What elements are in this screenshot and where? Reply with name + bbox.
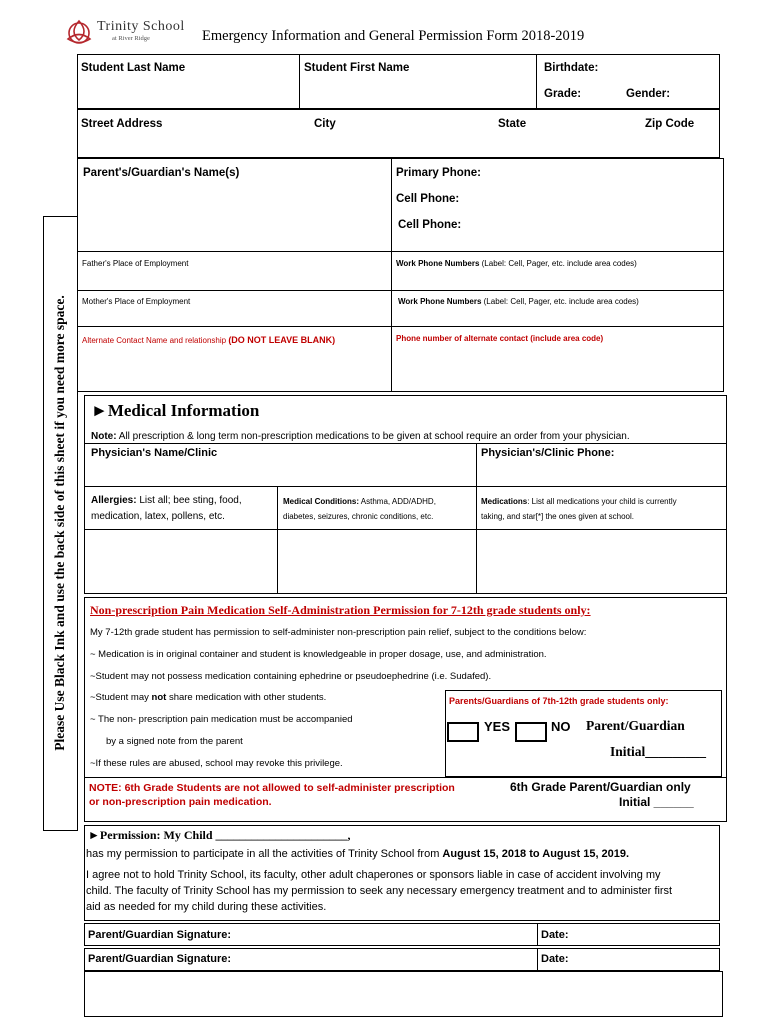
logo-subtitle: at River Ridge [112,35,150,42]
divider [537,923,538,946]
divider [299,54,300,109]
trinity-knot-logo-icon [64,18,94,48]
pain-line: by a signed note from the parent [106,736,243,747]
city-label: City [314,118,336,130]
divider [84,443,727,444]
allergies-text: medication, latex, pollens, etc. [91,511,225,522]
work-phone-label: Work Phone Numbers (Label: Cell, Pager, etc. include area codes) [398,297,639,306]
divider [537,948,538,971]
permission-heading: ►Permission: My Child ______________________, [88,828,351,842]
birthdate-label: Birthdate: [544,62,599,74]
permission-paragraph: aid as needed for my child during these activities. [86,901,327,913]
street-address-label: Street Address [81,118,163,130]
divider [84,529,727,530]
divider [277,486,278,594]
pain-line: ~ Medication is in original container and student is knowledgeable in proper dosage, use, and administration. [90,649,547,660]
medications-label: Medications: List all medications your child is currently [481,497,677,506]
pain-line: ~ The non- prescription pain medication must be accompanied [90,714,353,725]
initial-field[interactable]: Initial_________ [610,744,707,759]
student-last-name-label: Student Last Name [81,62,186,74]
blank-footer-box [84,971,723,1017]
signature-label: Parent/Guardian Signature: [88,929,232,941]
student-first-name-label: Student First Name [304,62,410,74]
grade-label: Grade: [544,88,582,100]
signature-label: Parent/Guardian Signature: [88,953,232,965]
form-title: Emergency Information and General Permission Form 2018-2019 [202,28,585,44]
work-phone-label: Work Phone Numbers (Label: Cell, Pager, etc. include area codes) [396,259,637,268]
conditions-label: Medical Conditions: Asthma, ADD/ADHD, [283,497,436,506]
divider [84,777,727,778]
parents-only-label: Parents/Guardians of 7th-12th grade students only: [449,696,669,706]
side-note-text: Please Use Black Ink and use the back side of this sheet if you need more space. [52,295,67,751]
physician-phone-label: Physician's/Clinic Phone: [481,447,615,459]
divider [84,486,727,487]
yes-checkbox[interactable] [447,722,479,742]
allergies-label: Allergies: List all; bee sting, food, [91,495,242,506]
divider [77,290,724,291]
date-label: Date: [541,929,569,941]
guardian-names-label: Parent's/Guardian's Name(s) [83,167,240,179]
no-label: NO [551,719,571,734]
permission-paragraph: I agree not to hold Trinity School, its faculty, other adult chaperones or sponsors liable in case of accident involving my [86,869,661,881]
pain-line: My 7-12th grade student has permission to self-administer non-prescription pain relief, subject to the conditions below: [90,627,587,638]
pain-medication-heading: Non-prescription Pain Medication Self-Administration Permission for 7-12th grade students only: [90,603,591,617]
mother-employment-label: Mother's Place of Employment [82,297,191,306]
pain-line: ~If these rules are abused, school may revoke this privilege. [90,758,343,769]
conditions-text: diabetes, seizures, chronic conditions, etc. [283,512,434,521]
medical-heading: ►Medical Information [91,401,260,420]
cell-phone-label: Cell Phone: [396,193,460,205]
medical-note: Note: All prescription & long term non-prescription medications to be given at school require an order from your physician. [91,431,630,442]
medications-text: taking, and star[*] the ones given at school. [481,512,634,521]
divider [77,326,724,327]
divider [536,54,537,109]
no-checkbox[interactable] [515,722,547,742]
sixth-grade-note: NOTE: 6th Grade Students are not allowed to self-administer prescription [89,782,455,794]
logo-wordmark: Trinity School [97,19,185,34]
physician-label: Physician's Name/Clinic [91,447,218,459]
father-employment-label: Father's Place of Employment [82,259,189,268]
state-label: State [498,118,527,130]
zip-code-label: Zip Code [645,118,695,130]
address-box [77,109,720,158]
sixth-grade-initial-field[interactable]: Initial ______ [619,795,694,809]
alternate-phone-label: Phone number of alternate contact (include area code) [396,334,604,343]
cell-phone-label: Cell Phone: [398,219,462,231]
sixth-grade-note: or non-prescription pain medication. [89,796,272,808]
primary-phone-label: Primary Phone: [396,167,481,179]
pain-line: ~Student may not possess medication containing ephedrine or pseudoephedrine (i.e. Sudafed). [90,671,492,682]
date-label: Date: [541,953,569,965]
divider [476,443,477,486]
yes-label: YES [484,719,511,734]
divider [77,251,724,252]
parent-guardian-label: Parent/Guardian [586,718,685,733]
pain-line: ~Student may not share medication with other students. [90,692,327,703]
permission-paragraph: child. The faculty of Trinity School has my permission to seek any necessary emergency treatment and to administer first [86,885,673,897]
gender-label: Gender: [626,88,671,100]
sixth-grade-parent-label: 6th Grade Parent/Guardian only [510,780,691,794]
permission-line: has my permission to participate in all the activities of Trinity School from August 15, 2018 to August 15, 2019. [86,848,630,860]
alternate-contact-label: Alternate Contact Name and relationship (DO NOT LEAVE BLANK) [82,335,336,345]
divider [476,486,477,594]
divider [391,158,392,392]
